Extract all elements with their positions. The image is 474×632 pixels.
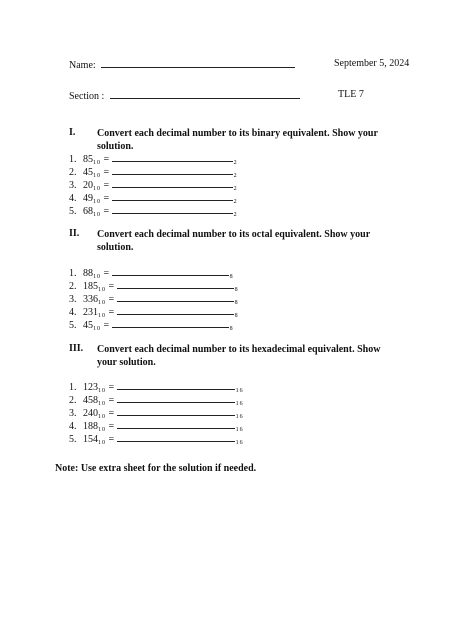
item-subscript: 10 bbox=[98, 300, 106, 306]
section-3-number: III. bbox=[69, 343, 84, 354]
answer-blank bbox=[117, 432, 235, 442]
name-label: Name: bbox=[69, 60, 96, 71]
item-base: 2 bbox=[233, 186, 238, 192]
item-value: 154 bbox=[83, 434, 98, 445]
answer-blank bbox=[117, 406, 235, 416]
section-1-instruction: Convert each decimal number to its binary equivalent. Show your solution. bbox=[97, 128, 378, 152]
item-base: 2 bbox=[233, 212, 238, 218]
item-subscript: 10 bbox=[98, 388, 106, 394]
item-number: 5. bbox=[69, 434, 77, 445]
name-line bbox=[69, 58, 295, 72]
item-number: 4. bbox=[69, 193, 77, 204]
item-subscript: 10 bbox=[98, 414, 106, 420]
answer-blank bbox=[117, 419, 235, 429]
item-subscript: 10 bbox=[93, 326, 101, 332]
item-base: 16 bbox=[235, 401, 244, 407]
section-2-item: 5. $45_{10} = _8$ bbox=[69, 320, 234, 332]
item-value: 88 bbox=[83, 268, 93, 279]
item-value: 123 bbox=[83, 382, 98, 393]
item-base: 8 bbox=[234, 287, 239, 293]
answer-blank bbox=[117, 380, 235, 390]
item-subscript: 10 bbox=[93, 274, 101, 280]
item-value: 240 bbox=[83, 408, 98, 419]
item-value: 185 bbox=[83, 281, 98, 292]
item-number: 4. bbox=[69, 421, 77, 432]
item-subscript: 10 bbox=[98, 313, 106, 319]
item-value: 20 bbox=[83, 180, 93, 191]
item-number: 4. bbox=[69, 307, 77, 318]
item-value: 336 bbox=[83, 294, 98, 305]
section-3-item: 2. $458_{10} = _{16}$ bbox=[69, 395, 244, 407]
item-subscript: 10 bbox=[93, 160, 101, 166]
answer-blank bbox=[112, 318, 229, 328]
note-text: Note: Use extra sheet for the solution if needed. bbox=[55, 463, 257, 474]
item-number: 2. bbox=[69, 281, 77, 292]
section-label: Section : bbox=[69, 91, 105, 102]
item-number: 5. bbox=[69, 206, 77, 217]
item-base: 2 bbox=[233, 199, 238, 205]
item-number: 2. bbox=[69, 167, 77, 178]
section-3-item: 3. $240_{10} = _{16}$ bbox=[69, 408, 244, 420]
answer-blank bbox=[117, 292, 234, 302]
item-subscript: 10 bbox=[98, 440, 106, 446]
item-base: 8 bbox=[229, 274, 234, 280]
section-3-instruction: Convert each decimal number to its hexadecimal equivalent. Show your solution. bbox=[97, 344, 381, 368]
item-subscript: 10 bbox=[93, 173, 101, 179]
item-base: 16 bbox=[235, 440, 244, 446]
section-1-item: 1. $85_{10} = _2$ bbox=[69, 154, 238, 166]
item-base: 2 bbox=[233, 173, 238, 179]
item-base: 8 bbox=[229, 326, 234, 332]
item-value: 188 bbox=[83, 421, 98, 432]
answer-blank bbox=[117, 279, 234, 289]
answer-blank bbox=[112, 152, 233, 162]
item-value: 85 bbox=[83, 154, 93, 165]
section-1-item: 3. $20_{10} = _2$ bbox=[69, 180, 238, 192]
item-base: 2 bbox=[233, 160, 238, 166]
section-2-instruction: Convert each decimal number to its octal equivalent. Show your solution. bbox=[97, 229, 370, 253]
item-number: 3. bbox=[69, 294, 77, 305]
item-value: 231 bbox=[83, 307, 98, 318]
item-number: 1. bbox=[69, 268, 77, 279]
section-line bbox=[69, 89, 300, 103]
item-number: 3. bbox=[69, 180, 77, 191]
answer-blank bbox=[112, 165, 233, 175]
item-value: 49 bbox=[83, 193, 93, 204]
section-3-item: 4. $188_{10} = _{16}$ bbox=[69, 421, 244, 433]
section-3-item: 1. $123_{10} = _{16}$ bbox=[69, 382, 244, 394]
item-subscript: 10 bbox=[98, 401, 106, 407]
item-value: 68 bbox=[83, 206, 93, 217]
section-1-number: I. bbox=[69, 127, 76, 138]
answer-blank bbox=[112, 178, 233, 188]
item-value: 45 bbox=[83, 167, 93, 178]
section-2-item: 2. $185_{10} = _8$ bbox=[69, 281, 239, 293]
item-base: 8 bbox=[234, 313, 239, 319]
answer-blank bbox=[112, 191, 233, 201]
date-text: September 5, 2024 bbox=[334, 58, 410, 69]
item-number: 5. bbox=[69, 320, 77, 331]
item-base: 16 bbox=[235, 427, 244, 433]
section-blank bbox=[110, 89, 300, 99]
section-1-item: 5. $68_{10} = _2$ bbox=[69, 206, 238, 218]
section-2-item: 3. $336_{10} = _8$ bbox=[69, 294, 239, 306]
item-value: 45 bbox=[83, 320, 93, 331]
item-number: 3. bbox=[69, 408, 77, 419]
item-subscript: 10 bbox=[93, 199, 101, 205]
item-number: 1. bbox=[69, 382, 77, 393]
item-subscript: 10 bbox=[93, 212, 101, 218]
answer-blank bbox=[117, 305, 234, 315]
item-base: 16 bbox=[235, 388, 244, 394]
item-value: 458 bbox=[83, 395, 98, 406]
item-subscript: 10 bbox=[93, 186, 101, 192]
item-number: 2. bbox=[69, 395, 77, 406]
section-2-item: 4. $231_{10} = _8$ bbox=[69, 307, 239, 319]
item-subscript: 10 bbox=[98, 287, 106, 293]
answer-blank bbox=[112, 204, 233, 214]
section-2-number: II. bbox=[69, 228, 80, 239]
item-subscript: 10 bbox=[98, 427, 106, 433]
section-2-item: 1. $88_{10} = _8$ bbox=[69, 268, 234, 280]
subject-text: TLE 7 bbox=[338, 89, 364, 100]
item-base: 8 bbox=[234, 300, 239, 306]
answer-blank bbox=[117, 393, 235, 403]
answer-blank bbox=[112, 266, 229, 276]
section-3-item: 5. $154_{10} = _{16}$ bbox=[69, 434, 244, 446]
section-1-item: 4. $49_{10} = _2$ bbox=[69, 193, 238, 205]
name-blank bbox=[101, 58, 295, 68]
item-base: 16 bbox=[235, 414, 244, 420]
item-number: 1. bbox=[69, 154, 77, 165]
section-1-item: 2. $45_{10} = _2$ bbox=[69, 167, 238, 179]
